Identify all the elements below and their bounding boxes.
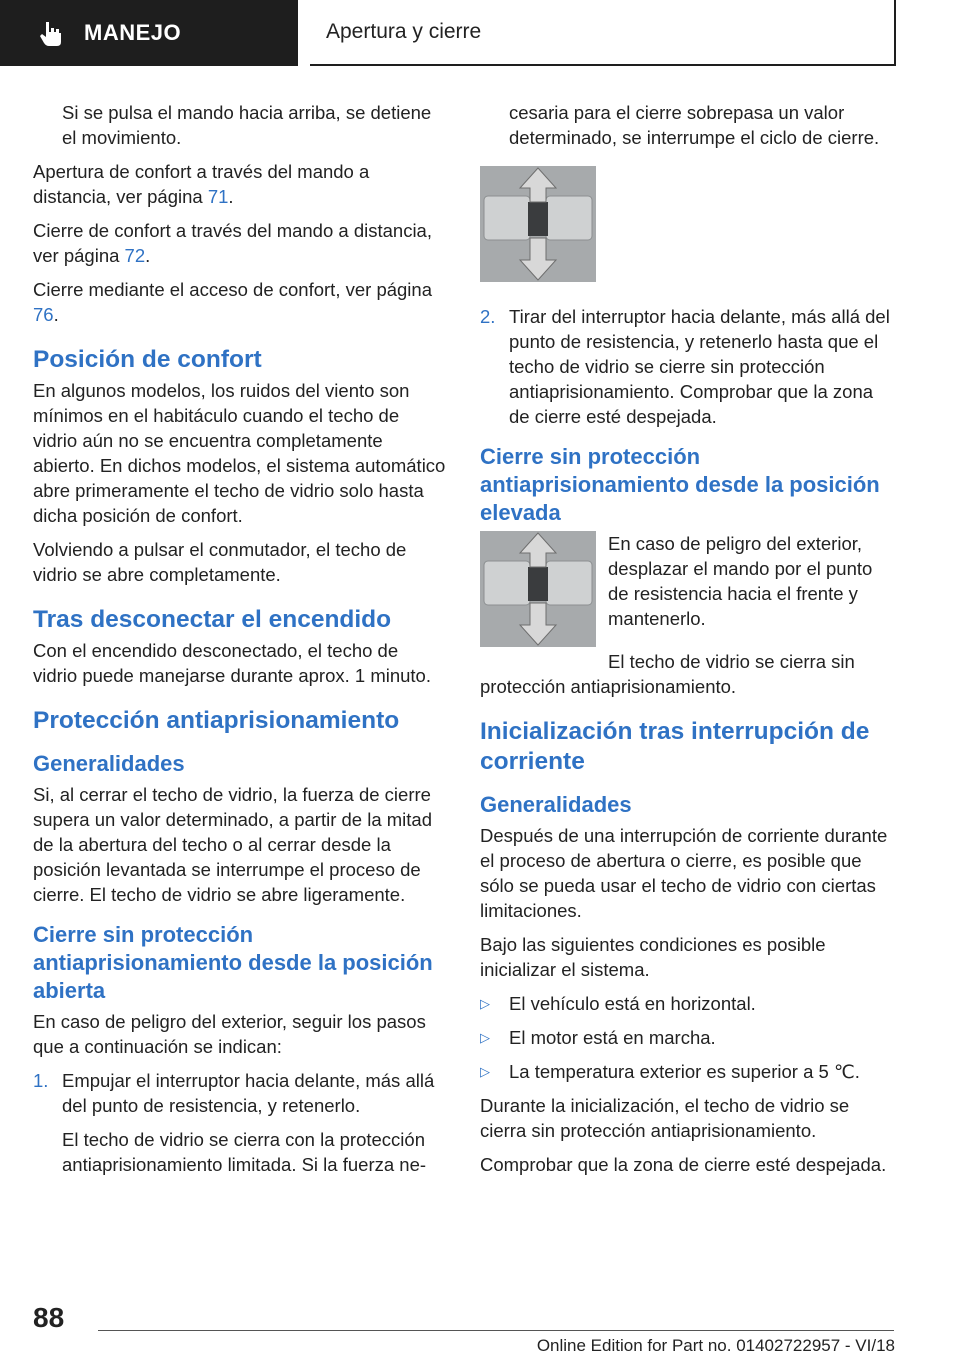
paragraph: Si se pulsa el mando hacia arriba, se detiene el movimiento. bbox=[62, 102, 432, 148]
bullet-triangle-icon: ▷ bbox=[480, 996, 490, 1011]
paragraph: Durante la inicialización, el techo de vidrio se cierra sin protección antiaprisionamiento. bbox=[480, 1095, 850, 1141]
heading-posicion-abierta: Cierre sin protección antiaprisionamiento desde la posición abierta bbox=[33, 922, 433, 1003]
paragraph-text: El techo de vidrio se cierra sin protección antiaprisionamiento. bbox=[480, 651, 855, 697]
step-number: 1. bbox=[33, 1070, 49, 1091]
heading-inicializacion: Inicialización tras interrupción de corriente bbox=[480, 718, 870, 775]
float-text bbox=[608, 531, 898, 651]
list-item bbox=[33, 1068, 447, 1118]
section-tab bbox=[0, 0, 298, 66]
paragraph-text: Apertura de confort a través del mando a distancia, ver página bbox=[33, 161, 370, 207]
list-item bbox=[480, 304, 898, 429]
paragraph: En caso de peligro del exterior, desplazar el mando por el punto de resistencia hacia el frente y mantenerlo. bbox=[608, 533, 873, 629]
footer-divider bbox=[98, 1330, 894, 1331]
left-column bbox=[33, 100, 447, 1186]
switch-photo-image bbox=[480, 166, 596, 282]
chapter-label: Apertura y cierre bbox=[326, 20, 482, 43]
chapter-tab bbox=[310, 0, 896, 66]
paragraph: Después de una interrupción de corriente durante el proceso de abertura o cierre, es posible que sólo se pueda usar el techo de vidrio con ciertas limitaciones. bbox=[480, 825, 888, 921]
list-item bbox=[480, 1025, 898, 1050]
step-text: Empujar el interruptor hacia delante, más allá del punto de resistencia, y retenerlo. bbox=[62, 1070, 435, 1116]
edition-text: Online Edition for Part no. 01402722957 - VI/18 bbox=[536, 1336, 895, 1355]
bullet-triangle-icon: ▷ bbox=[480, 1064, 490, 1079]
heading-generalidades: Generalidades bbox=[33, 751, 185, 776]
heading-posicion-elevada: Cierre sin protección antiaprisionamiento desde la posición elevada bbox=[480, 444, 880, 525]
bullet-text: El motor está en marcha. bbox=[509, 1027, 716, 1048]
page-link-71[interactable]: 71 bbox=[207, 186, 229, 207]
hand-icon bbox=[36, 18, 66, 48]
paragraph: Bajo las siguientes condiciones es posible inicializar el sistema. bbox=[480, 934, 826, 980]
heading-posicion-confort: Posición de confort bbox=[33, 346, 262, 373]
section-label: MANEJO bbox=[84, 20, 182, 45]
paragraph-text: Cierre mediante el acceso de confort, ver página bbox=[33, 279, 432, 300]
heading-generalidades: Generalidades bbox=[480, 792, 632, 817]
paragraph: cesaria para el cierre sobrepasa un valor determinado, se interrumpe el ciclo de cierre. bbox=[509, 102, 880, 148]
paragraph: En algunos modelos, los ruidos del viento son mínimos en el habitáculo cuando el techo de vidrio aún no se encuentra completamente abierto. En dichos modelos, el sistema automático abre primeramente el techo de vidrio solo hasta dicha posición de confort. bbox=[33, 380, 446, 526]
page-link-76[interactable]: 76 bbox=[33, 304, 54, 325]
list-item bbox=[480, 1059, 898, 1084]
switch-photo-image bbox=[480, 531, 596, 647]
step-number: 2. bbox=[480, 306, 496, 327]
paragraph: Comprobar que la zona de cierre esté despejada. bbox=[480, 1154, 887, 1175]
paragraph: Si, al cerrar el techo de vidrio, la fuerza de cierre supera un valor determinado, a partir de la mitad de la abertura del techo o al cerrar desde la posición levantada se interrumpe el proceso de cierre. El techo de vidrio se abre ligeramente. bbox=[33, 784, 432, 905]
heading-tras-desconectar: Tras desconectar el encendido bbox=[33, 606, 392, 633]
paragraph bbox=[480, 649, 898, 699]
page-link-72[interactable]: 72 bbox=[124, 245, 146, 266]
paragraph: Apertura de confort a través del mando a distancia, ver página 71. bbox=[33, 161, 370, 207]
paragraph: Volviendo a pulsar el conmutador, el techo de vidrio se abre completamente. bbox=[33, 539, 407, 585]
paragraph: Cierre de confort a través del mando a distancia, ver página 72. bbox=[33, 220, 432, 266]
paragraph: Con el encendido desconectado, el techo de vidrio puede manejarse durante aprox. 1 minuto. bbox=[33, 640, 431, 686]
paragraph: El techo de vidrio se cierra con la protección antiaprisionamiento limitada. Si la fuerza ne- bbox=[62, 1129, 427, 1175]
step-text: Tirar del interruptor hacia delante, más allá del punto de resistencia, y retenerlo hasta que el techo de vidrio se cierre sin protección antiaprisionamiento. Comprobar que la zona de cierre esté despejada. bbox=[509, 306, 890, 427]
heading-proteccion: Protección antiaprisionamiento bbox=[33, 707, 400, 734]
paragraph: En caso de peligro del exterior, seguir los pasos que a continuación se indican: bbox=[33, 1011, 426, 1057]
list-item bbox=[480, 991, 898, 1016]
right-column bbox=[480, 100, 898, 1186]
page-number: 88 bbox=[33, 1302, 65, 1333]
bullet-triangle-icon: ▷ bbox=[480, 1030, 490, 1045]
bullet-text: El vehículo está en horizontal. bbox=[509, 993, 756, 1014]
float-row bbox=[480, 531, 898, 651]
bullet-text: La temperatura exterior es superior a 5 ℃. bbox=[509, 1061, 860, 1082]
paragraph: Cierre mediante el acceso de confort, ver página 76. bbox=[33, 279, 432, 325]
page-header bbox=[0, 0, 960, 66]
paragraph-text: Cierre de confort a través del mando a distancia, ver página bbox=[33, 220, 432, 266]
